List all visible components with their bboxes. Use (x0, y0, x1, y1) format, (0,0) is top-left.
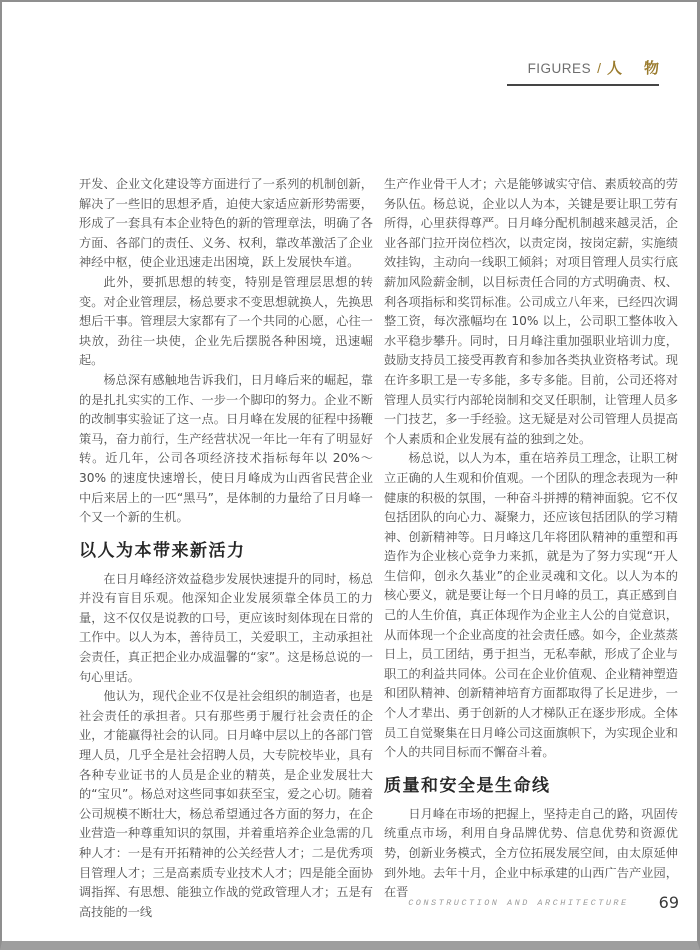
section-title-zh-char2: 物 (643, 59, 659, 77)
text-column-right (384, 175, 678, 903)
body-paragraph: 杨总说，以人为本，重在培养员工理念，让职工树立正确的人生观和价值观。一个团队的理念表现为一种健康的积极的氛围，一种奋斗拼搏的精神面貌。它不仅包括团队的向心力、凝聚力，还应该包括团队的学习精神、创新精神等。日月峰这几年将团队精神的重塑和再造作为企业核心竞争力来抓，就是为了努力实现“开人生信仰，创永久基业”的企业灵魂和文化。以人为本的核心要义，就是要让每一个日月峰的员工，真正感到自己的人生价值，真正体现作为企业主人公的自觉意识，从而体现一个企业高度的社会责任感。如今，企业蒸蒸日上，员工团结，勇于担当，无私奉献，形成了企业与职工的利益共同体。公司在企业价值观、企业精神塑造和团队精神、创新精神培育方面都取得了长足进步，一个人才辈出、勇于创新的人才梯队正在逐步形成。全体员工自觉聚集在日月峰公司这面旗帜下，为实现企业和个人的共同目标而不懈奋斗着。 (384, 451, 678, 760)
section-heading: 质量和安全是生命线 (384, 775, 551, 796)
body-paragraph: 他认为，现代企业不仅是社会组织的制造者，也是社会责任的承担者。只有那些勇于履行社会责任的企业，才能赢得社会的认同。日月峰中层以上的各部门管理人员，几乎全是社会招聘人员，大专院校毕业，具有各种专业证书的人员是企业的精英，是企业发展壮大的“宝贝”。杨总对这些同事如获至宝，爱之心切。随着公司规模不断壮大，杨总希望通过各方面的努力，在企业营造一种尊重知识的氛围，并着重培养企业急需的几种人才：一是有开拓精神的公关经营人才；二是优秀项目管理人才；三是高素质专业技术人才；四是能全面协调指挥、有思想、能独立作战的党政管理人才；五是有高技能的一线 (79, 689, 373, 919)
body-paragraph: 日月峰在市场的把握上，坚持走自己的路，巩固传统重点市场，利用自身品牌优势、信息优势和资源优势，创新业务模式，全方位拓展发展空间，由太原延伸到外地。去年十月，企业中标承建的山西广告产业园，在晋 (384, 806, 678, 900)
text-column-left (79, 175, 373, 922)
section-separator: / (597, 60, 601, 76)
body-paragraph: 开发、企业文化建设等方面进行了一系列的机制创新，解决了一些旧的思想矛盾，迫使大家适应新形势需要，形成了一套具有本企业特色的新的管理章法，明确了各方面、各部门的责任、义务、权利，靠改革激活了企业神经中枢，使企业迅速走出困境，跃上发展快车道。 (79, 177, 373, 270)
body-paragraph: 此外，要抓思想的转变，特别是管理层思想的转变。对企业管理层，杨总要求不变思想就换人，先换思想后干事。管理层大家都有了一个共同的心愿，心往一块放，劲往一块使，企业先后摆脱各种困境，迅速崛起。 (79, 274, 373, 368)
body-paragraph: 杨总深有感触地告诉我们，日月峰后来的崛起，靠的是扎扎实实的工作、一步一个脚印的努力。企业不断的改制事实验证了这一点。日月峰在发展的征程中扬鞭策马，奋力前行，生产经营状况一年比一年有了明显好转。近几年，公司各项经济技术指标每年以 20%～30% 的速度快速增长，使日月峰成为山西省民营企业中后来居上的一匹“黑马”，是体制的力量给了日月峰一个又一个新的生机。 (79, 372, 373, 525)
page-footer (2, 893, 679, 912)
section-heading: 以人为本带来新活力 (79, 540, 246, 561)
page-number: 69 (658, 893, 679, 912)
section-title-zh-char1: 人 (606, 59, 622, 77)
section-title-en: FIGURES (527, 61, 592, 76)
body-paragraph: 在日月峰经济效益稳步发展快速提升的同时，杨总并没有盲目乐观。他深知企业发展须靠全体员工的力量，这不仅仅是说教的口号，更应该时刻体现在日常的工作中。以人为本，善待员工，关爱职工，主动承担社会责任，真正把企业办成温馨的“家”。这是杨总说的一句心里话。 (79, 571, 373, 684)
journal-name: CONSTRUCTION AND ARCHITECTURE (408, 897, 629, 908)
page-header (507, 57, 659, 86)
body-paragraph: 生产作业骨干人才；六是能够诚实守信、素质较高的劳务队伍。杨总说，企业以人为本，关键是要让职工劳有所得，心里获得尊严。日月峰分配机制越来越灵活，企业各部门拉开岗位档次，以责定岗，按岗定薪，实施绩效挂钩，主动向一线职工倾斜；对项目管理人员实行底薪加风险薪金制，以目标责任合同的方式明确责、权、利各项指标和奖罚标准。公司成立八年来，已经四次调整工资，每次涨幅均在 10% 以上，公司职工整体收入水平稳步攀升。同时，日月峰注重加强职业培训力度，鼓励支持员工接受再教育和参加各类执业资格考试。现在许多职工是一专多能，多专多能。目前，公司还将对管理人员实行内部轮岗制和交叉任职制，让管理人员多一门技艺，多一手经验。这无疑是对公司管理人员提高个人素质和企业发展有益的独到之处。 (384, 177, 678, 446)
